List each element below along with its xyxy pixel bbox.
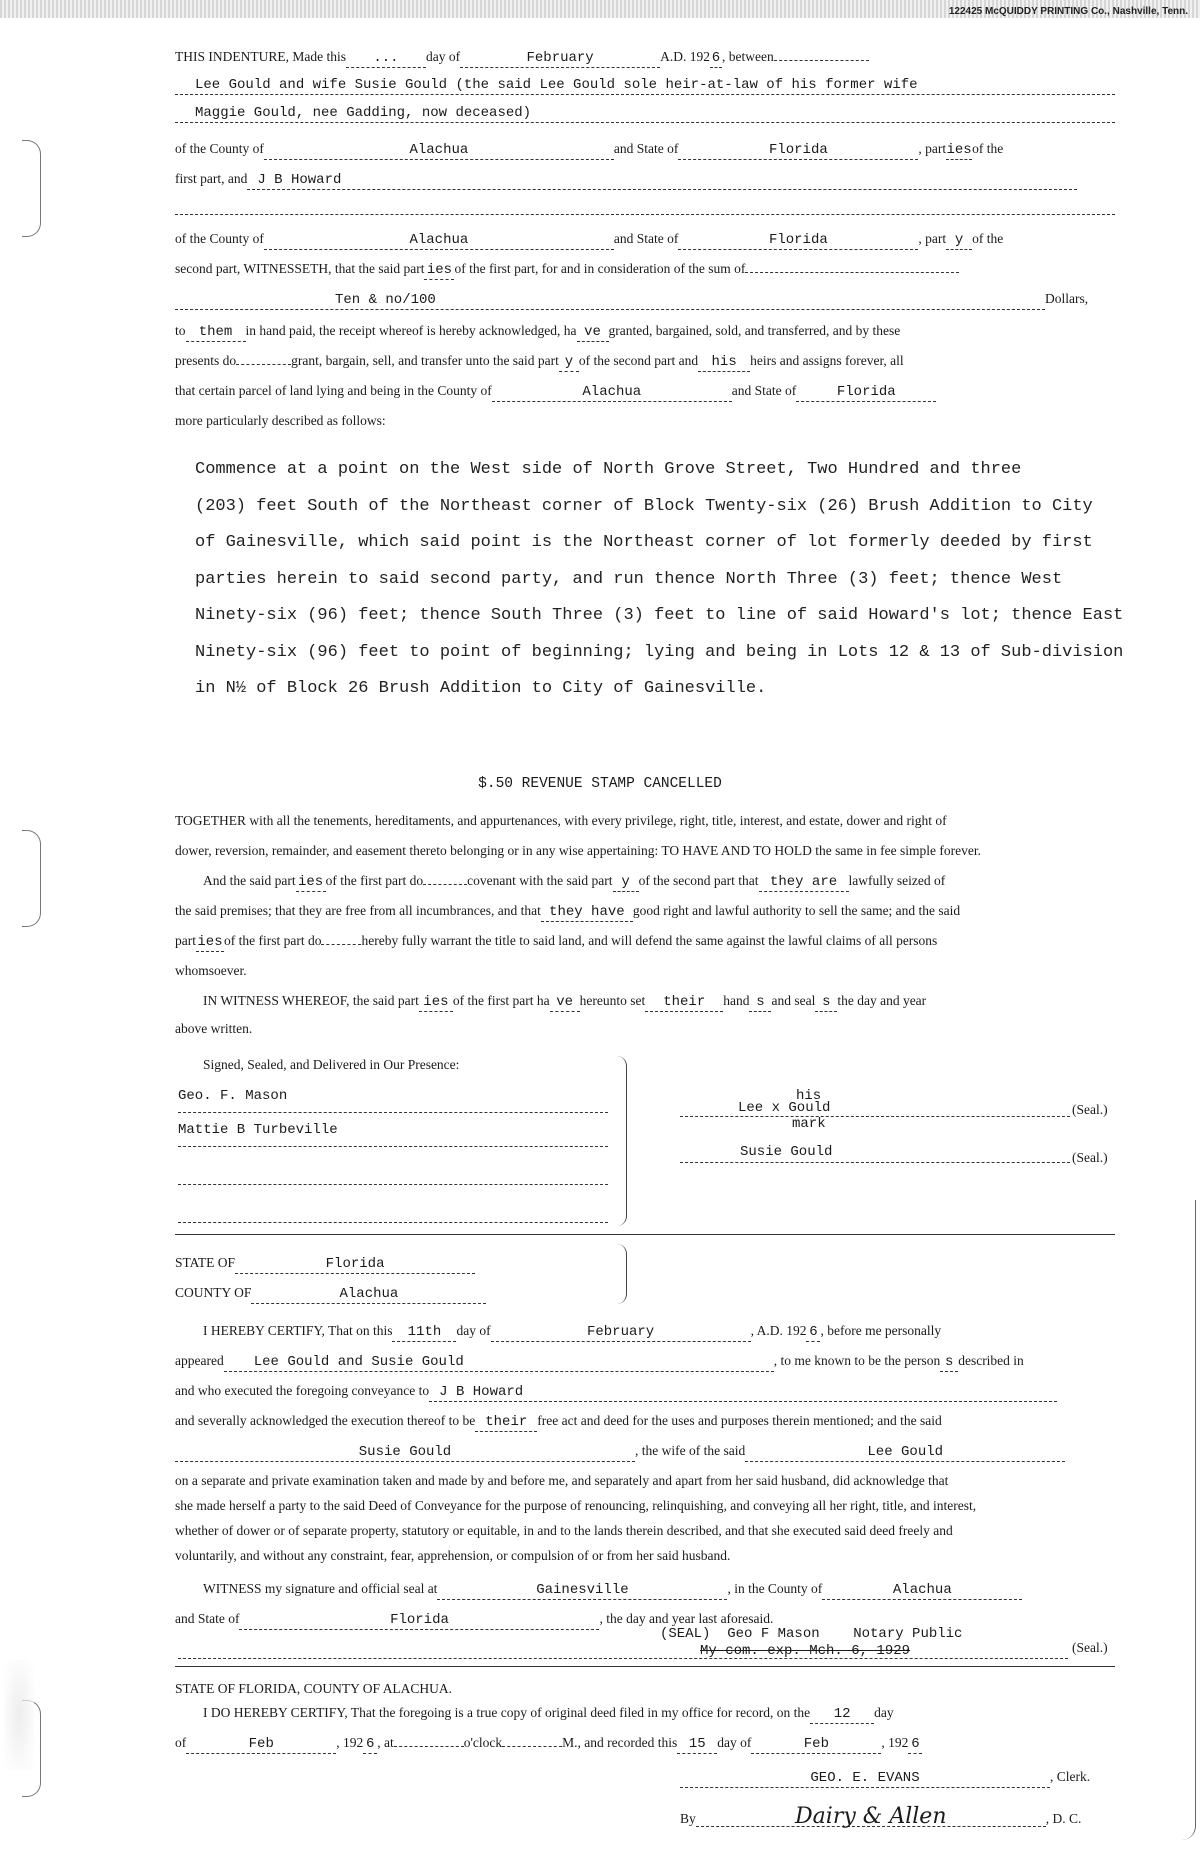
state-label: and State of <box>613 231 679 246</box>
severally-text: and severally acknowledged the execution thereof to be <box>175 1413 476 1428</box>
seal-label: (Seal.) <box>1072 1640 1108 1655</box>
description-line: in N½ of Block 26 Brush Addition to City of Gainesville. <box>195 679 767 698</box>
severally-text: free act and deed for the uses and purposes therein mentioned; and the said <box>537 1413 942 1428</box>
year-label: , 192 <box>881 1735 909 1750</box>
description-line: parties herein to said second party, and run thence North Three (3) feet; thence West <box>195 569 1063 589</box>
clerk-line <box>680 1768 1120 1788</box>
husband-field: Lee Gould <box>745 1443 1065 1462</box>
parcel-county-field: Alachua <box>492 383 732 402</box>
dollars-label: Dollars, <box>1045 291 1089 306</box>
they-have-field: they have <box>541 903 633 922</box>
known-text: , to me known to be the person <box>773 1353 941 1368</box>
section-divider <box>175 1666 1115 1667</box>
punch-shadow <box>4 1660 34 1770</box>
above-written: above written. <box>175 1021 253 1036</box>
between-label: , between <box>721 49 774 64</box>
revenue-stamp-note: $.50 REVENUE STAMP CANCELLED <box>478 776 722 792</box>
plural-suffix: s <box>815 993 837 1012</box>
filed-month-field: Feb <box>186 1735 336 1754</box>
witness-signature <box>178 1198 608 1223</box>
appeared-field: Lee Gould and Susie Gould <box>224 1353 774 1372</box>
first-part-line <box>175 170 1115 190</box>
habendum-line-2: dower, reversion, remainder, and easement thereto belonging or in any wise appertaining: TO HAVE AND TO HOLD the same in fee simple forever. <box>175 843 981 858</box>
witnesseth-text: second part, WITNESSETH, that the said part <box>175 261 425 276</box>
covenant-line-2 <box>175 902 1115 922</box>
have-suffix: ve <box>550 993 580 1012</box>
signature-bracket <box>606 1056 627 1226</box>
sum-field: Ten & no/100 <box>175 291 1045 310</box>
have-suffix: ve <box>577 323 609 342</box>
recording-heading: STATE OF FLORIDA, COUNTY OF ALACHUA. <box>175 1681 453 1696</box>
witness-state-field: Florida <box>239 1611 599 1630</box>
wit-text: and seal <box>771 993 816 1008</box>
day-field: ... <box>346 49 426 68</box>
wit-text: of the first part ha <box>452 993 550 1008</box>
blank-fill <box>745 272 959 273</box>
clerk-name-field: GEO. E. EVANS <box>680 1769 1050 1788</box>
cov-text: hereby fully warrant the title to said land, and will defend the same against the lawful claims of all persons <box>361 933 938 948</box>
blank-line <box>175 200 1115 215</box>
wit-text: hereunto set <box>579 993 646 1008</box>
wit-text: the day and year <box>837 993 927 1008</box>
recording-line-1 <box>175 1704 1143 1724</box>
ack-state-field: Florida <box>235 1255 475 1274</box>
heirs-pre-text: of the second part and <box>578 353 699 368</box>
cert-month-field: February <box>491 1323 751 1342</box>
recorded-day-field: 15 <box>677 1735 717 1754</box>
parcel-text: that certain parcel of land lying and being in the County of <box>175 383 492 398</box>
ack-county-line <box>175 1284 1115 1304</box>
ack-paragraph-4: voluntarily, and without any constraint, fear, apprehension, or compulsion of or from her said husband. <box>175 1548 731 1563</box>
of-the-label: of the <box>972 141 1004 156</box>
cov-text: covenant with the said part <box>467 873 613 888</box>
part-suffix: y <box>613 873 639 892</box>
executed-text: and who executed the foregoing conveyance to <box>175 1383 430 1398</box>
second-county-line <box>175 230 1115 250</box>
wife-line <box>175 1442 1115 1462</box>
cov-text: of the second part that <box>638 873 759 888</box>
month-field: February <box>460 49 660 68</box>
description-line: of Gainesville, which said point is the Northeast corner of lot formerly deeded by first <box>195 533 1093 552</box>
cert-text: day of <box>456 1323 491 1338</box>
wit-text: hand <box>723 993 750 1008</box>
ad-label: A.D. 192 <box>660 49 710 64</box>
presence-label: Signed, Sealed, and Delivered in Our Presence: <box>203 1057 460 1072</box>
day-label: day <box>874 1705 894 1720</box>
ack-paragraph-1: on a separate and private examination taken and made by and before me, and separately and apart from her said husband, did acknowledge that <box>175 1473 949 1488</box>
appeared-line <box>175 1352 1115 1372</box>
notary-commission: My com. exp. Mch. 6, 1929 <box>700 1643 911 1659</box>
conveyance-to-field: J B Howard <box>429 1383 1057 1402</box>
day-of-label: day of <box>717 1735 752 1750</box>
oclock-label: o'clock <box>463 1735 503 1750</box>
first-part-label: first part, and <box>175 171 248 186</box>
cert-text: , before me personally <box>820 1323 942 1338</box>
witness-whereof-line <box>175 992 1143 1012</box>
notary-sign-line <box>178 1646 1068 1659</box>
witness-signature: Geo. F. Mason <box>178 1088 608 1113</box>
parcel-state-field: Florida <box>796 383 936 402</box>
covenant-line-1 <box>175 872 1143 892</box>
county-label: of the County of <box>175 141 264 156</box>
deputy-line <box>680 1804 1120 1829</box>
consideration-text: of the first part, for and in consideration of the sum of <box>454 261 746 276</box>
part-suffix: y <box>946 231 972 250</box>
witness-seal-line <box>175 1580 1143 1600</box>
his-label: his <box>796 1088 822 1104</box>
recording-line-2 <box>175 1734 1115 1754</box>
receipt-text: in hand paid, the receipt whereof is hereby acknowledged, ha <box>245 323 577 338</box>
severally-line <box>175 1412 1115 1432</box>
plural-suffix: s <box>940 1353 958 1372</box>
description-line: Ninety-six (96) feet; thence South Three (3) feet to line of said Howard's lot; thence East <box>195 606 1124 625</box>
recorded-month-field: Feb <box>751 1735 881 1754</box>
part-suffix: y <box>559 353 579 372</box>
part-label: , part <box>918 141 947 156</box>
first-state-field: Florida <box>678 141 918 160</box>
wit-text: IN WITNESS WHEREOF, the said part <box>203 993 419 1008</box>
deputy-signature: Dairy & Allen <box>696 1808 1046 1827</box>
presents-label: presents do <box>175 353 237 368</box>
witnesseth-line <box>175 260 1115 280</box>
blank-fill <box>321 944 361 945</box>
grantor-signature: Lee x Gould <box>738 1100 831 1116</box>
page-edge-curve <box>1181 1200 1196 1840</box>
certify-line <box>175 1322 1143 1342</box>
blank-fill <box>236 364 291 365</box>
witness-signature <box>178 1160 608 1185</box>
recording-text: I DO HEREBY CERTIFY, That the foregoing is a true copy of original deed filed in my office for record, on the <box>203 1705 811 1720</box>
ack-paragraph-2: she made herself a party to the said Deed of Conveyance for the purpose of renouncing, relinquishing, and conveying all her right, title, and interest, <box>175 1498 977 1513</box>
witness-text: WITNESS my signature and official seal at <box>203 1581 438 1596</box>
blank-fill <box>774 60 869 61</box>
to-label: to <box>175 323 186 338</box>
m-label: M., and recorded this <box>562 1735 678 1750</box>
dc-label: , D. C. <box>1045 1811 1082 1826</box>
cov-text: of the first part do <box>325 873 424 888</box>
section-divider <box>175 1234 1115 1235</box>
wife-field: Susie Gould <box>175 1443 635 1462</box>
ack-state-line <box>175 1254 1115 1274</box>
grantors-line-2: Maggie Gould, nee Gadding, now deceased) <box>175 104 1115 123</box>
county-label: of the County of <box>175 231 264 246</box>
executed-line <box>175 1382 1115 1402</box>
cert-year-field: 6 <box>806 1323 820 1342</box>
notary-signature: (SEAL) Geo F Mason Notary Public <box>660 1626 963 1642</box>
description-line: Ninety-six (96) feet to point of beginning; lying and being in Lots 12 & 13 of Sub-division <box>195 642 1124 662</box>
blank-fill <box>423 884 467 885</box>
cov-text: And the said part <box>203 873 296 888</box>
their-field: their <box>475 1413 537 1432</box>
heirs-text: heirs and assigns forever, all <box>750 353 904 368</box>
blank-fill <box>502 1746 562 1747</box>
year-label: , 192 <box>336 1735 364 1750</box>
plural-suffix: s <box>749 993 771 1012</box>
first-county-field: Alachua <box>264 141 614 160</box>
binder-hole-mark <box>22 830 41 927</box>
ack-paragraph-3: whether of dower or of separate property, statutory or equitable, in and to the lands therein described, and that she executed said deed freely and <box>175 1523 953 1538</box>
seal-label: (Seal.) <box>1072 1102 1108 1117</box>
printer-imprint: 122425 McQUIDDY PRINTING Co., Nashville, Tenn. <box>948 6 1188 17</box>
grantee-field: J B Howard <box>247 171 1077 190</box>
first-county-line <box>175 140 1115 160</box>
described-in-text: described in <box>958 1353 1024 1368</box>
state-bracket <box>616 1244 627 1304</box>
part-suffix: ies <box>419 993 453 1012</box>
witness-county-field: Alachua <box>822 1581 1022 1600</box>
state-label: and State of <box>731 383 797 398</box>
year-field: 6 <box>711 50 721 66</box>
of-the-label: of the <box>972 231 1004 246</box>
receipt-line <box>175 322 1115 342</box>
presents-line <box>175 352 1115 372</box>
ack-county-field: Alachua <box>251 1285 486 1304</box>
habendum-line-1: TOGETHER with all the tenements, hereditaments, and appurtenances, with every privilege, right, title, interest, and estate, dower and right of <box>175 813 947 828</box>
cov-text: part <box>175 933 196 948</box>
witness-text: , in the County of <box>727 1581 823 1596</box>
state-label: and State of <box>175 1611 240 1626</box>
grantors-line-1: Lee Gould and wife Susie Gould (the said Lee Gould sole heir-at-law of his former wife <box>175 76 1115 95</box>
cov-text: of the first part do <box>224 933 322 948</box>
part-suffix: ies <box>296 873 326 892</box>
described-label: more particularly described as follows: <box>175 413 386 428</box>
cert-day-field: 11th <box>392 1323 456 1342</box>
part-suffix: ies <box>197 934 223 950</box>
cov-text: good right and lawful authority to sell the same; and the said <box>632 903 961 918</box>
binder-hole-mark <box>22 140 41 237</box>
grantor-sign-line <box>680 1148 1070 1163</box>
clerk-label: , Clerk. <box>1050 1769 1091 1784</box>
parcel-line <box>175 382 1115 402</box>
part-suffix: ies <box>424 261 454 280</box>
by-label: By <box>680 1811 696 1826</box>
grantor-signature: Susie Gould <box>740 1144 833 1160</box>
day-of-label: day of <box>425 49 461 64</box>
cert-text: , A.D. 192 <box>750 1323 807 1338</box>
filed-year-field: 6 <box>363 1735 377 1754</box>
they-are-field: they are <box>759 873 849 892</box>
of-label: of <box>175 1735 187 1750</box>
cert-text: I HEREBY CERTIFY, That on this <box>203 1323 393 1338</box>
part-label: , part <box>918 231 947 246</box>
description-line: Commence at a point on the West side of North Grove Street, Two Hundred and three <box>195 460 1022 479</box>
sum-line <box>175 290 1115 310</box>
at-label: , at <box>377 1735 394 1750</box>
witness-signature: Mattie B Turbeville <box>178 1122 608 1147</box>
property-description <box>195 452 1155 708</box>
appeared-label: appeared <box>175 1353 224 1368</box>
second-state-field: Florida <box>678 231 918 250</box>
witness-state-line <box>175 1610 1115 1630</box>
presents-text: grant, bargain, sell, and transfer unto the said part <box>291 353 559 368</box>
paid-to-field: them <box>186 323 246 342</box>
seal-label: (Seal.) <box>1072 1150 1108 1165</box>
filed-day-field: 12 <box>810 1705 874 1724</box>
state-label: STATE OF <box>175 1255 236 1270</box>
state-label: and State of <box>613 141 679 156</box>
cov-text: lawfully seized of <box>848 873 946 888</box>
part-suffix: ies <box>946 142 972 158</box>
witness-city-field: Gainesville <box>437 1581 727 1600</box>
covenant-line-3 <box>175 932 1115 952</box>
day-year-text: , the day and year last aforesaid. <box>599 1611 774 1626</box>
intro-label: THIS INDENTURE, Made this <box>175 49 346 64</box>
cov-text: the said premises; that they are free from all incumbrances, and that <box>175 903 541 918</box>
indenture-line <box>175 48 1115 68</box>
recorded-year-field: 6 <box>908 1735 922 1754</box>
his-field: his <box>698 353 750 372</box>
second-county-field: Alachua <box>264 231 614 250</box>
their-field: their <box>645 993 723 1012</box>
mark-label: mark <box>792 1116 826 1132</box>
wife-text: , the wife of the said <box>635 1443 746 1458</box>
blank-fill <box>394 1746 464 1747</box>
covenant-line-4: whomsoever. <box>175 963 247 978</box>
granted-text: granted, bargained, sold, and transferred, and by these <box>608 323 901 338</box>
description-line: (203) feet South of the Northeast corner of Block Twenty-six (26) Brush Addition to City <box>195 496 1093 516</box>
county-label: COUNTY OF <box>175 1285 252 1300</box>
